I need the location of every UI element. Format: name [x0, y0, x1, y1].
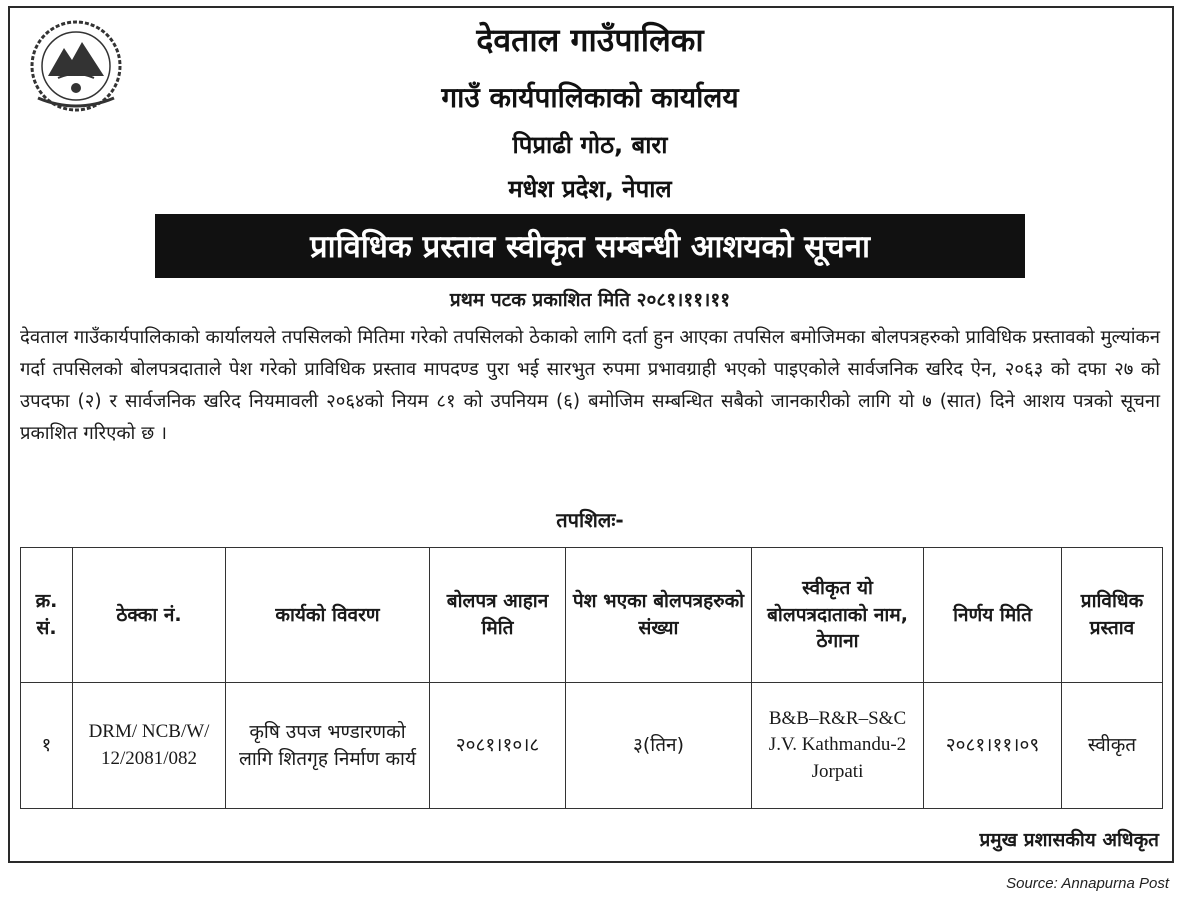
col-header-description: कार्यको विवरण	[226, 548, 430, 683]
first-published-date: प्रथम पटक प्रकाशित मिति २०८१।११।११	[449, 289, 731, 311]
col-header-status: प्राविधिक प्रस्ताव	[1062, 548, 1163, 683]
col-header-contract-no: ठेक्का नं.	[73, 548, 226, 683]
col-header-bid-date: बोलपत्र आहान मिति	[430, 548, 566, 683]
table-row	[21, 683, 1163, 809]
details-table	[20, 547, 1163, 809]
table-header-row	[21, 548, 1163, 683]
col-header-bids-count: पेश भएका बोलपत्रहरुको संख्या	[566, 548, 752, 683]
cell-sn: १	[21, 683, 73, 809]
source-credit: Source: Annapurna Post	[1006, 875, 1169, 892]
cell-status: स्वीकृत	[1062, 683, 1163, 809]
nepal-government-emblem-icon	[18, 18, 134, 114]
office-province: मधेश प्रदेश, नेपाल	[508, 175, 672, 203]
cell-bids-count: ३(तिन)	[566, 683, 752, 809]
schedule-label: तपशिलः-	[556, 508, 624, 532]
col-header-bidder: स्वीकृत यो बोलपत्रदाताको नाम, ठेगाना	[752, 548, 924, 683]
notice-title-banner	[155, 214, 1025, 278]
cell-bidder: B&B–R&R–S&C J.V. Kathmandu-2 Jorpati	[752, 683, 924, 809]
col-header-decision-date: निर्णय मिति	[924, 548, 1062, 683]
cell-bid-date: २०८१।१०।८	[430, 683, 566, 809]
cell-description: कृषि उपज भण्डारणको लागि शितगृह निर्माण कार्य	[226, 683, 430, 809]
municipality-name: देवताल गाउँपालिका	[476, 21, 704, 59]
notice-body: देवताल गाउँकार्यपालिकाको कार्यालयले तपसिलको मितिमा गरेको तपसिलको ठेकाको लागि दर्ता हुन आएका तपसिल बमोजिमका बोलपत्रहरुको प्राविधिक प्रस्तावको मुल्यांकन गर्दा तपसिलको बोलपत्रदाताले पेश गरेको प्राविधिक प्रस्ताव मापदण्ड पुरा भई सारभुत रुपमा प्रभावग्राही भएको पाइएकोले सार्वजनिक खरिद ऐन, २०६३ को दफा २७ को उपदफा (२) र सार्वजनिक खरिद नियमावली २०६४को नियम ८१ को उपनियम (६) बमोजिम सम्बन्धित सबैको जानकारीको लागि यो ७ (सात) दिने आशय पत्रको सूचना प्रकाशित गरिएको छ ।	[20, 327, 1160, 444]
cell-decision-date: २०८१।११।०९	[924, 683, 1062, 809]
notice-title: प्राविधिक प्रस्ताव स्वीकृत सम्बन्धी आशयको सूचना	[309, 229, 871, 265]
signatory-title: प्रमुख प्रशासकीय अधिकृत	[979, 829, 1159, 851]
office-name: गाउँ कार्यपालिकाको कार्यालय	[441, 81, 739, 114]
cell-contract-no: DRM/ NCB/W/ 12/2081/082	[73, 683, 226, 809]
office-location: पिप्राढी गोठ, बारा	[512, 131, 668, 159]
col-header-sn: क्र. सं.	[21, 548, 73, 683]
